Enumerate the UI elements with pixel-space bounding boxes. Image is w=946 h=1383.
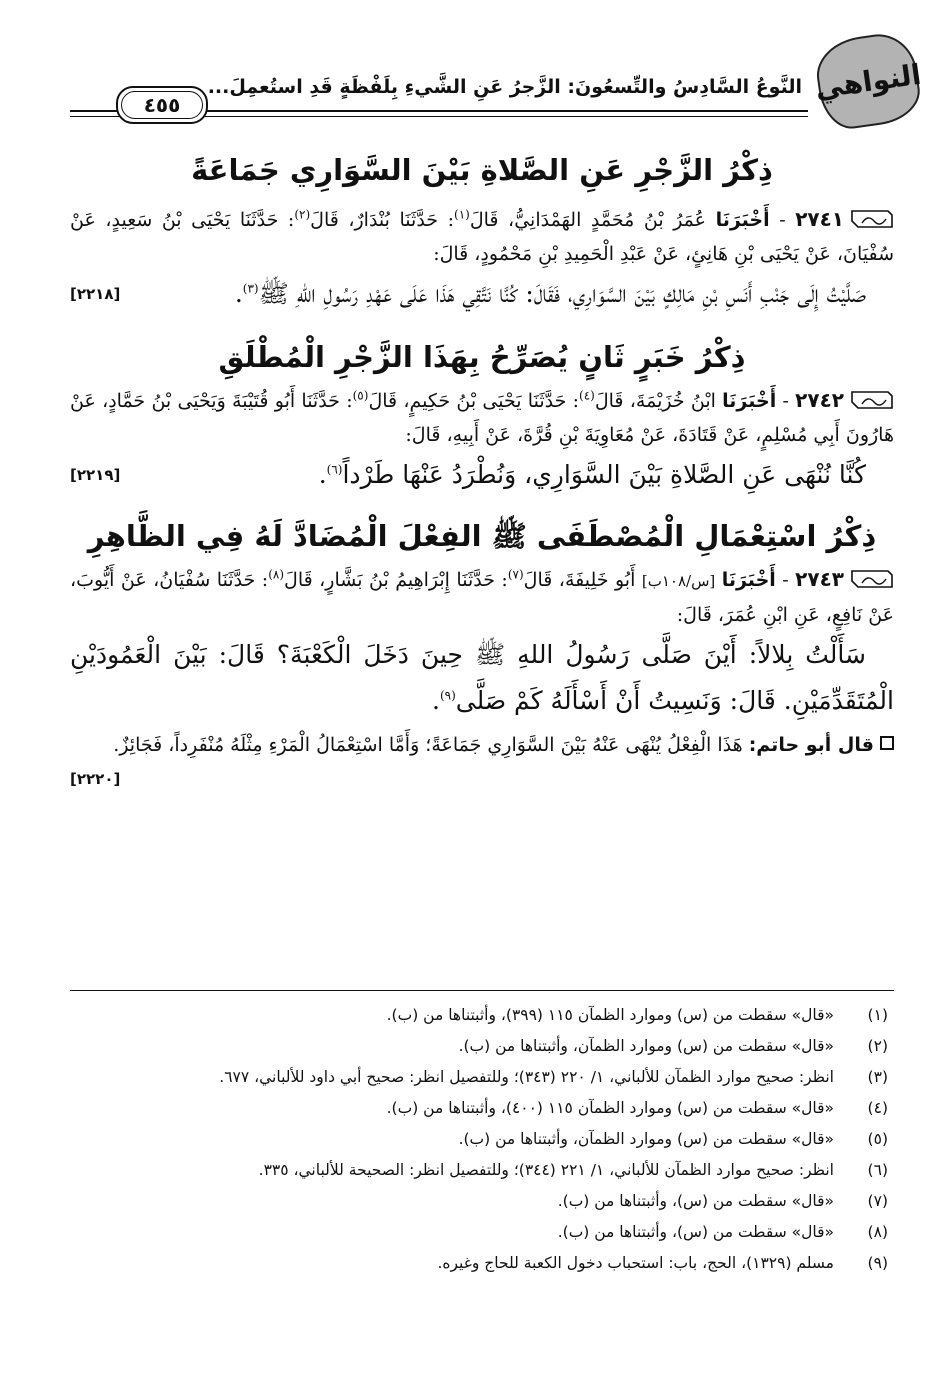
footnote-number: (٨) bbox=[867, 1223, 888, 1241]
footnote bbox=[56, 1093, 888, 1124]
note-text: هَذَا الْفِعْلُ يُنْهَى عَنْهُ بَيْنَ السَّوَارِي جَمَاعَةً؛ وَأَمَّا اسْتِعْمَالُ الْمَرْءِ مِثْلَهُ مُنْفَرِداً، فَجَائِزٌ. bbox=[113, 734, 743, 756]
footnote-number: (٤) bbox=[867, 1099, 888, 1117]
hadith-isnad: ٢٧٤٣ - أَخْبَرَنَا [س/١٠٨ب] أَبُو خَلِيفَةَ، قَالَ$^{(٧)}$: حَدَّثَنَا إِبْرَاهِيمُ بْنُ بَشَّارٍ، قَالَ$^{(٨)}$: حَدَّثَنَا سُفْيَانُ، عَنْ أَيُّوبَ، عَنْ نَافِعٍ، عَنِ ابْنِ عُمَرَ، قَالَ: bbox=[70, 567, 894, 626]
footnote-marker[interactable]: (٨) bbox=[268, 567, 285, 582]
isnad-text: : حَدَّثَنَا يَحْيَى بْنُ حَكِيمٍ، قَالَ bbox=[368, 390, 579, 412]
footnote-marker[interactable]: (٣) bbox=[242, 281, 259, 296]
isnad-text: : حَدَّثَنَا يَحْيَى بْنُ سَعِيدٍ، عَنْ سُفْيَانَ، عَنْ يَحْيَى بْنِ هَانِئٍ، عَنْ عَبْدِ الْحَمِيدِ بْنِ مَحْمُودٍ، قَالَ: bbox=[70, 209, 894, 265]
footnote-marker[interactable]: (٤) bbox=[579, 388, 595, 403]
ek-marker-icon bbox=[850, 568, 894, 590]
footnote-marker[interactable]: (٢) bbox=[294, 207, 311, 222]
isnad-text: : حَدَّثَنَا سُفْيَانُ، عَنْ أَيُّوبَ، عَنْ نَافِعٍ، عَنِ ابْنِ عُمَرَ، قَالَ: bbox=[70, 569, 894, 626]
footnote-number: (٢) bbox=[867, 1037, 888, 1055]
chapter-badge-label: النواهي bbox=[813, 57, 923, 105]
chapter-badge bbox=[812, 29, 924, 132]
footnote-number: (٧) bbox=[867, 1192, 888, 1210]
footnote-text: «قال» سقطت من (س) وموارد الظمآن ١١٥ (٤٠٠)، وأثبتناها من (ب). bbox=[386, 1099, 834, 1117]
footnote bbox=[56, 1248, 888, 1279]
square-bullet-icon bbox=[880, 736, 894, 750]
isnad-text: : حَدَّثَنَا أَبُو قُتَيْبَةَ وَيَحْيَى بْنُ حَمَّادٍ، عَنْ هَارُونَ أَبِي مُسْلِمٍ، عَنْ قَتَادَةَ، عَنْ مُعَاوِيَةَ بْنِ قُرَّةَ، عَنْ أَبِيهِ، قَالَ: bbox=[70, 390, 894, 446]
ek-marker-icon bbox=[850, 208, 894, 230]
footnote-number: (١) bbox=[867, 1006, 888, 1024]
footnote bbox=[56, 1155, 888, 1186]
footnote-number: (٣) bbox=[867, 1068, 888, 1086]
footnote bbox=[56, 1062, 888, 1093]
footnote bbox=[56, 1124, 888, 1155]
hadith-reference: [٢٢٢٠] bbox=[70, 770, 121, 788]
isnad-text: : حَدَّثَنَا إِبْرَاهِيمُ بْنُ بَشَّارٍ، قَالَ bbox=[284, 569, 508, 591]
footnote-text: انظر: صحيح موارد الظمآن للألباني، ١/ ٢٢١ (٣٤٤)؛ وللتفصيل انظر: الصحيحة للألباني، ٣٣٥. bbox=[258, 1161, 834, 1179]
footnote-text: «قال» سقطت من (س) وموارد الظمآن ١١٥ (٣٩٩)، وأثبتناها من (ب). bbox=[386, 1006, 834, 1024]
hadith-number: ٢٧٤٣ bbox=[795, 567, 844, 591]
footnote bbox=[56, 1217, 888, 1248]
page-number bbox=[116, 86, 208, 124]
page-number-text: ٤٥٥ bbox=[143, 93, 181, 117]
akhbarana: أَخْبَرَنَا bbox=[722, 390, 777, 412]
hadith-isnad: ٢٧٤٢ - أَخْبَرَنَا ابْنُ خُزَيْمَةَ، قَالَ$^{(٤)}$: حَدَّثَنَا يَحْيَى بْنُ حَكِيمٍ، قَالَ$^{(٥)}$: حَدَّثَنَا أَبُو قُتَيْبَةَ وَيَحْيَى بْنُ حَمَّادٍ، عَنْ هَارُونَ أَبِي مُسْلِمٍ، عَنْ قَتَادَةَ، عَنْ مُعَاوِيَةَ بْنِ قُرَّةَ، عَنْ أَبِيهِ، قَالَ: bbox=[70, 388, 894, 446]
running-title: النَّوعُ السَّادِسُ والتِّسعُونَ: الزَّجرُ عَنِ الشَّيءِ بِلَفْظَةٍ قَدِ استُعمِلَ... bbox=[207, 76, 802, 98]
hadith-matn: كُنَّا نُنْهَى عَنِ الصَّلاةِ بَيْنَ السَّوَارِي، وَنُطْرَدُ عَنْهَا طَرْداً$^{(٦)}$. [٢٢١٩] bbox=[70, 452, 894, 498]
footnote-marker[interactable]: (٧) bbox=[507, 567, 524, 582]
header-rule bbox=[70, 116, 106, 117]
matn-text: صَلَّيْتُ إِلَى جَنْبِ أَنَسِ بْنِ مَالِكٍ بَيْنَ السَّوَارِي، فَقَالَ: كُنَّا نَتَّقِي هَذَا عَلَى عَهْدِ رَسُولِ اللهِ ﷺ bbox=[258, 279, 866, 308]
footnote-text: «قال» سقطت من (س) وموارد الظمآن، وأثبتناها من (ب). bbox=[458, 1130, 834, 1148]
matn-text: سَأَلْتُ بِلالاً: أَيْنَ صَلَّى رَسُولُ اللهِ ﷺ حِينَ دَخَلَ الْكَعْبَةَ؟ قَالَ: بَيْنَ الْعَمُودَيْنِ الْمُتَقَدِّمَيْنِ. قَالَ: وَنَسِيتُ أَنْ أَسْأَلَهُ كَمْ صَلَّى bbox=[70, 640, 894, 715]
section-heading: ذِكْرُ اسْتِعْمَالِ الْمُصْطَفَى ﷺ الفِعْلَ الْمُضَادَّ لَهُ فِي الظَّاهِرِ bbox=[87, 519, 877, 553]
hadith-number: ٢٧٤٢ bbox=[795, 388, 844, 412]
footnote-number: (٩) bbox=[867, 1254, 888, 1272]
hadith-matn: سَأَلْتُ بِلالاً: أَيْنَ صَلَّى رَسُولُ اللهِ ﷺ حِينَ دَخَلَ الْكَعْبَةَ؟ قَالَ: بَيْنَ الْعَمُودَيْنِ الْمُتَقَدِّمَيْنِ. قَالَ: وَنَسِيتُ أَنْ أَسْأَلَهُ كَمْ صَلَّى$^{(٩)}$. bbox=[70, 640, 894, 715]
footnote-text: «قال» سقطت من (س)، وأثبتناها من (ب). bbox=[557, 1223, 834, 1241]
section-heading: ذِكْرُ الزَّجْرِ عَنِ الصَّلاةِ بَيْنَ السَّوَارِي جَمَاعَةً bbox=[191, 153, 773, 187]
ek-marker-icon bbox=[850, 389, 894, 411]
header-rule bbox=[70, 110, 106, 112]
akhbarana: أَخْبَرَنَا bbox=[721, 569, 776, 591]
section-heading: ذِكْرُ خَبَرٍ ثَانٍ يُصَرِّحُ بِهَذَا الزَّجْرِ الْمُطْلَقِ bbox=[218, 340, 746, 374]
isnad-text: عُمَرُ بْنُ مُحَمَّدٍ الهَمْدَانِيُّ، قَالَ bbox=[469, 209, 707, 231]
footnote-marker[interactable]: (٩) bbox=[439, 688, 456, 703]
page-body bbox=[70, 150, 894, 796]
footnote bbox=[56, 1000, 888, 1031]
isnad-text: ابْنُ خُزَيْمَةَ، قَالَ bbox=[594, 390, 716, 412]
note-label: قال أبو حاتم: bbox=[748, 734, 874, 756]
hadith-number: ٢٧٤١ bbox=[795, 207, 845, 231]
footnote-text: انظر: صحيح موارد الظمآن للألباني، ١/ ٢٢٠ (٣٤٣)؛ وللتفصيل انظر: صحيح أبي داود للألباني، ٦٧٧. bbox=[219, 1068, 834, 1086]
footnote-number: (٦) bbox=[867, 1161, 888, 1179]
footnotes-list bbox=[56, 1000, 888, 1279]
manuscript-ref: [س/١٠٨ب] bbox=[641, 572, 716, 590]
hadith-reference: [٢٢١٩] bbox=[70, 466, 121, 484]
footnote bbox=[56, 1031, 888, 1062]
hadith-reference: [٢٢١٨] bbox=[70, 285, 121, 303]
footnote-rule bbox=[70, 990, 894, 991]
author-note bbox=[70, 728, 894, 788]
footnote-marker[interactable]: (٥) bbox=[352, 388, 369, 403]
hadith-isnad: ٢٧٤١ - أَخْبَرَنَا عُمَرُ بْنُ مُحَمَّدٍ الهَمْدَانِيُّ، قَالَ$^{(١)}$: حَدَّثَنَا بُنْدَارٌ، قَالَ$^{(٢)}$: حَدَّثَنَا يَحْيَى بْنُ سَعِيدٍ، عَنْ سُفْيَانَ، عَنْ يَحْيَى بْنِ هَانِئٍ، عَنْ عَبْدِ الْحَمِيدِ بْنِ مَحْمُودٍ، قَالَ: bbox=[70, 207, 894, 265]
footnote-marker[interactable]: (٦) bbox=[326, 462, 343, 477]
isnad-text: أَبُو خَلِيفَةَ، قَالَ bbox=[523, 569, 636, 591]
footnote-text: «قال» سقطت من (س)، وأثبتناها من (ب). bbox=[557, 1192, 834, 1210]
footnote bbox=[56, 1186, 888, 1217]
matn-text: كُنَّا نُنْهَى عَنِ الصَّلاةِ بَيْنَ السَّوَارِي، وَنُطْرَدُ عَنْهَا طَرْداً bbox=[342, 460, 866, 489]
footnote-number: (٥) bbox=[867, 1130, 888, 1148]
isnad-text: : حَدَّثَنَا بُنْدَارٌ، قَالَ bbox=[310, 209, 454, 231]
hadith-matn: صَلَّيْتُ إِلَى جَنْبِ أَنَسِ بْنِ مَالِكٍ بَيْنَ السَّوَارِي، فَقَالَ: كُنَّا نَتَّقِي هَذَا عَلَى عَهْدِ رَسُولِ اللهِ ﷺ$^{(٣)}$. [٢٢١٨] bbox=[70, 271, 894, 317]
footnote-marker[interactable]: (١) bbox=[454, 207, 470, 222]
page-header bbox=[70, 36, 923, 122]
footnote-text: «قال» سقطت من (س) وموارد الظمآن، وأثبتناها من (ب). bbox=[458, 1037, 834, 1055]
akhbarana: أَخْبَرَنَا bbox=[715, 209, 770, 231]
footnote-text: مسلم (١٣٢٩)، الحج، باب: استحباب دخول الكعبة للحاج وغيره. bbox=[437, 1254, 834, 1272]
